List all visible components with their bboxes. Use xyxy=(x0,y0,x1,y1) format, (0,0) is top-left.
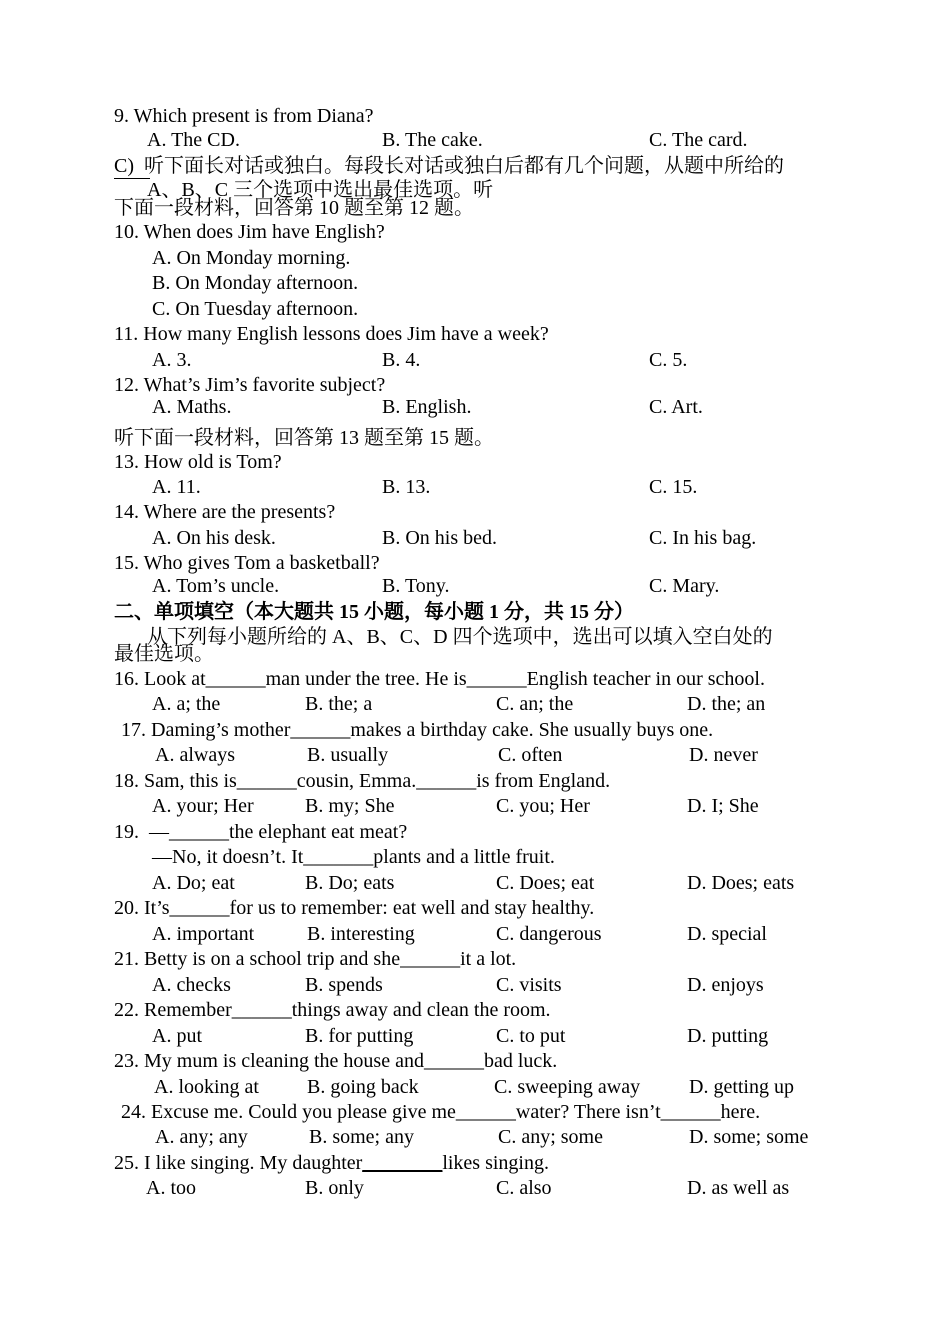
section-c-instruction-2: A、B、C 三个选项中选出最佳选项。听 xyxy=(147,179,494,201)
q14-option-c: C. In his bag. xyxy=(649,527,757,549)
q15-option-c: C. Mary. xyxy=(649,575,720,597)
q17-option-d: D. never xyxy=(689,744,758,766)
q21-option-d: D. enjoys xyxy=(687,974,764,996)
q13-stem: 13. How old is Tom? xyxy=(114,451,282,473)
q23-option-b: B. going back xyxy=(307,1076,419,1098)
section-c-instruction: C) 听下面长对话或独白。每段长对话或独白后都有几个问题，从题中所给的 xyxy=(114,155,784,177)
q9-stem: 9. Which present is from Diana? xyxy=(114,105,374,127)
q25-option-c: C. also xyxy=(496,1177,552,1199)
q12-option-b: B. English. xyxy=(382,396,472,418)
q18-option-b: B. my; She xyxy=(305,795,395,817)
listening-intro-13: 听下面一段材料，回答第 13 题至第 15 题。 xyxy=(114,427,494,449)
q18-option-d: D. I; She xyxy=(687,795,759,817)
q25-option-b: B. only xyxy=(305,1177,364,1199)
q11-stem: 11. How many English lessons does Jim have a week? xyxy=(114,323,549,345)
q24-option-a: A. any; any xyxy=(155,1126,248,1148)
q18-option-c: C. you; Her xyxy=(496,795,590,817)
q22-option-a: A. put xyxy=(152,1025,202,1047)
q17-option-a: A. always xyxy=(155,744,235,766)
q12-stem: 12. What’s Jim’s favorite subject? xyxy=(114,374,386,396)
q21-option-a: A. checks xyxy=(152,974,231,996)
q10-stem: 10. When does Jim have English? xyxy=(114,221,385,243)
q18-stem: 18. Sam, this is______cousin, Emma.______is from England. xyxy=(114,770,611,792)
q22-option-b: B. for putting xyxy=(305,1025,414,1047)
q16-option-a: A. a; the xyxy=(152,693,221,715)
q25-stem-end: likes singing. xyxy=(442,1152,549,1174)
q23-stem: 23. My mum is cleaning the house and______bad luck. xyxy=(114,1050,558,1072)
q10-option-a: A. On Monday morning. xyxy=(152,247,351,269)
q25-option-d: D. as well as xyxy=(687,1177,790,1199)
q11-option-a: A. 3. xyxy=(152,349,192,371)
q11-option-b: B. 4. xyxy=(382,349,421,371)
q10-option-c: C. On Tuesday afternoon. xyxy=(152,298,359,320)
q15-stem: 15. Who gives Tom a basketball? xyxy=(114,552,380,574)
divider xyxy=(114,178,150,179)
q12-option-c: C. Art. xyxy=(649,396,703,418)
q24-option-b: B. some; any xyxy=(309,1126,414,1148)
q17-option-c: C. often xyxy=(498,744,563,766)
q24-stem: 24. Excuse me. Could you please give me______water? There isn’t______here. xyxy=(121,1101,761,1123)
section-c-instruction-3: 下面一段材料，回答第 10 题至第 12 题。 xyxy=(114,197,474,219)
q18-option-a: A. your; Her xyxy=(152,795,254,817)
q14-stem: 14. Where are the presents? xyxy=(114,501,336,523)
q20-stem: 20. It’s______for us to remember: eat well and stay healthy. xyxy=(114,897,595,919)
q24-option-d: D. some; some xyxy=(689,1126,809,1148)
q16-option-b: B. the; a xyxy=(305,693,373,715)
q19-stem: 19. —______the elephant eat meat? xyxy=(114,821,408,843)
q13-option-b: B. 13. xyxy=(382,476,431,498)
q20-option-d: D. special xyxy=(687,923,767,945)
q20-option-b: B. interesting xyxy=(307,923,415,945)
q10-option-b: B. On Monday afternoon. xyxy=(152,272,359,294)
q14-option-b: B. On his bed. xyxy=(382,527,497,549)
q19-option-b: B. Do; eats xyxy=(305,872,395,894)
part2-title: 二、单项填空（本大题共 15 小题，每小题 1 分，共 15 分） xyxy=(114,601,634,623)
q23-option-d: D. getting up xyxy=(689,1076,794,1098)
q21-stem: 21. Betty is on a school trip and she______it a lot. xyxy=(114,948,517,970)
q14-option-a: A. On his desk. xyxy=(152,527,276,549)
q19-option-d: D. Does; eats xyxy=(687,872,795,894)
q9-option-a: A. The CD. xyxy=(147,129,240,151)
q12-option-a: A. Maths. xyxy=(152,396,232,418)
q23-option-c: C. sweeping away xyxy=(494,1076,641,1098)
part2-instruction-2: 最佳选项。 xyxy=(114,643,214,665)
part2-instruction: 从下列每小题所给的 A、B、C、D 四个选项中，选出可以填入空白处的 xyxy=(147,626,773,648)
q16-stem: 16. Look at______man under the tree. He is______English teacher in our school. xyxy=(114,668,765,690)
q21-option-b: B. spends xyxy=(305,974,383,996)
q22-option-d: D. putting xyxy=(687,1025,769,1047)
q25-stem xyxy=(114,1151,549,1175)
q25-blank: ________ xyxy=(362,1152,443,1174)
q15-option-a: A. Tom’s uncle. xyxy=(152,575,280,597)
q9-option-b: B. The cake. xyxy=(382,129,483,151)
q13-option-c: C. 15. xyxy=(649,476,698,498)
q17-stem: 17. Daming’s mother______makes a birthday cake. She usually buys one. xyxy=(121,719,714,741)
q13-option-a: A. 11. xyxy=(152,476,201,498)
q22-stem: 22. Remember______things away and clean the room. xyxy=(114,999,551,1021)
q9-option-c: C. The card. xyxy=(649,129,748,151)
q19-option-c: C. Does; eat xyxy=(496,872,595,894)
q20-option-c: C. dangerous xyxy=(496,923,602,945)
q21-option-c: C. visits xyxy=(496,974,562,996)
q16-option-d: D. the; an xyxy=(687,693,766,715)
q23-option-a: A. looking at xyxy=(154,1076,259,1098)
q20-option-a: A. important xyxy=(152,923,255,945)
q22-option-c: C. to put xyxy=(496,1025,566,1047)
q16-option-c: C. an; the xyxy=(496,693,574,715)
q25-option-a: A. too xyxy=(146,1177,196,1199)
q15-option-b: B. Tony. xyxy=(382,575,450,597)
q11-option-c: C. 5. xyxy=(649,349,688,371)
q25-stem-start: 25. I like singing. My daughter xyxy=(114,1152,363,1174)
q17-option-b: B. usually xyxy=(307,744,389,766)
q24-option-c: C. any; some xyxy=(498,1126,603,1148)
q19-option-a: A. Do; eat xyxy=(152,872,235,894)
q19-stem-reply: —No, it doesn’t. It_______plants and a little fruit. xyxy=(152,846,555,868)
